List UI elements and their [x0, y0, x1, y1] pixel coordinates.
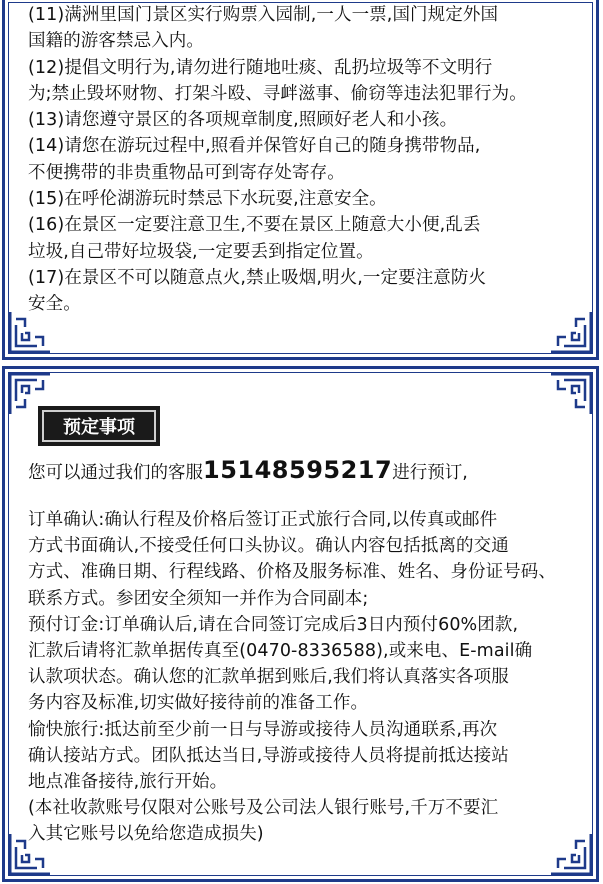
booking-line: 入其它账号以免给您造成损失) [28, 824, 264, 845]
rule-line: 安全。 [28, 294, 81, 315]
fret-corner-ornament [548, 371, 594, 417]
booking-line: 愉快旅行:抵达前至少前一日与导游或接待人员沟通联系,再次 [28, 719, 498, 740]
intro-suffix: 进行预订, [392, 463, 468, 483]
booking-line: 联系方式。参团安全须知一并作为合同副本; [28, 588, 369, 609]
booking-intro [28, 450, 573, 493]
rule-line: (13)请您遵守景区的各项规章制度,照顾好老人和小孩。 [28, 110, 458, 131]
rule-line: 为;禁止毁坏财物、打架斗殴、寻衅滋事、偷窃等违法犯罪行为。 [28, 83, 527, 104]
rule-line: (17)在景区不可以随意点火,禁止吸烟,明火,一定要注意防火 [28, 267, 487, 288]
rule-line: 国籍的游客禁忌入内。 [28, 31, 204, 52]
intro-prefix: 您可以通过我们的客服 [28, 463, 203, 483]
rule-line: (11)满洲里国门景区实行购票入园制,一人一票,国门规定外国 [28, 5, 499, 25]
rule-line: 垃圾,自己带好垃圾袋,一定要丢到指定位置。 [28, 241, 374, 262]
booking-line: 方式、准确日期、行程线路、价格及服务标准、姓名、身份证号码、 [28, 562, 556, 583]
service-phone-number: 15148595217 [203, 456, 393, 484]
booking-line: 地点准备接待,旅行开始。 [28, 772, 228, 793]
booking-line: 订单确认:确认行程及价格后签订正式旅行合同,以传真或邮件 [28, 510, 498, 530]
booking-line: 确认接站方式。团队抵达当日,导游或接待人员将提前抵达接站 [28, 745, 509, 766]
rules-list [28, 2, 573, 318]
booking-line: (本社收款账号仅限对公账号及公司法人银行账号,千万不要汇 [28, 798, 499, 819]
rule-line: (12)提倡文明行为,请勿进行随地吐痰、乱扔垃圾等不文明行 [28, 57, 493, 78]
rule-line: 不便携带的非贵重物品可到寄存处寄存。 [28, 162, 345, 183]
spacer [28, 493, 573, 507]
booking-line: 方式书面确认,不接受任何口头协议。确认内容包括抵离的交通 [28, 536, 509, 557]
booking-line: 认款项状态。确认您的汇款单据到账后,我们将认真落实各项服 [28, 667, 509, 688]
booking-line: 务内容及标准,切实做好接待前的准备工作。 [28, 693, 369, 714]
booking-line: 汇款后请将汇款单据传真至(0470-8336588),或来电、E-mail确 [28, 641, 533, 662]
rule-line: (14)请您在游玩过程中,照看并保管好自己的随身携带物品, [28, 136, 481, 157]
rule-line: (16)在景区一定要注意卫生,不要在景区上随意大小便,乱丢 [28, 215, 481, 236]
booking-content [28, 450, 573, 848]
rule-line: (15)在呼伦湖游玩时禁忌下水玩耍,注意安全。 [28, 189, 387, 210]
booking-section-title: 预定事项 [38, 406, 160, 446]
booking-line: 预付订金:订单确认后,请在合同签订完成后3日内预付60%团款, [28, 614, 519, 635]
